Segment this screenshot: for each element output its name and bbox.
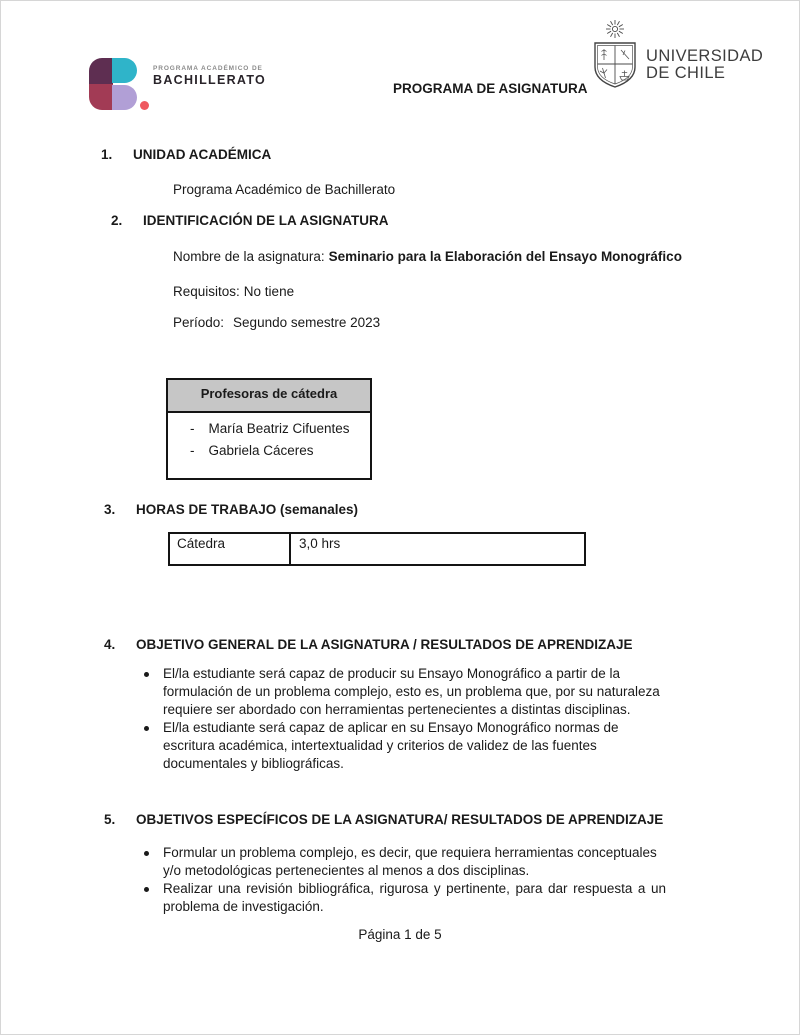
field-value: No tiene [243,284,295,299]
list-item [144,719,666,773]
hours-row-value: 3,0 hrs [299,536,341,551]
professor-name: María Beatriz Cifuentes [208,421,350,436]
section-1-number: 1. [101,147,113,162]
field-periodo [173,315,380,330]
field-nombre-asignatura [173,249,682,264]
bullet-icon [144,851,149,856]
field-requisitos [173,284,294,299]
list-item [144,844,666,880]
dash-marker: - [190,443,195,458]
logo-square-lavender [112,85,137,110]
section-4-number: 4. [104,637,116,652]
objetivo-general-bullets [144,665,666,773]
section-5-title: OBJETIVOS ESPECÍFICOS DE LA ASIGNATURA/ RESULTADOS DE APRENDIZAJE [136,812,664,827]
section-5-heading [104,812,663,827]
uchile-logo [591,17,763,91]
section-1-title: UNIDAD ACADÉMICA [133,147,272,162]
bullet-text: El/la estudiante será capaz de producir su Ensayo Monográfico a partir de la formulación de un problema complejo, esto es, un problema que, por su naturaleza requiere ser abordado con herramientas pertenecientes a distintas disciplinas. [163,666,660,717]
logo-square-crimson [89,84,113,110]
uchile-crest-icon [591,17,641,91]
section-2-title: IDENTIFICACIÓN DE LA ASIGNATURA [143,213,389,228]
field-label: Período: [173,315,225,330]
bachillerato-logo-text [153,65,266,87]
section-4-title: OBJETIVO GENERAL DE LA ASIGNATURA / RESULTADOS DE APRENDIZAJE [136,637,633,652]
table-row [168,440,370,462]
bullet-text: Formular un problema complejo, es decir, que requiera herramientas conceptuales y/o metodológicas pertenecientes al menos a dos disciplinas. [163,845,657,878]
section-2-heading [111,213,389,228]
uchile-wordmark-line2: DE CHILE [646,64,726,83]
table-row [168,418,370,440]
bullet-text: Realizar una revisión bibliográfica, rigurosa y pertinente, para dar respuesta a un problema de investigación. [163,881,666,914]
bachillerato-logo-small-label: PROGRAMA ACADÉMICO DE [153,65,263,72]
section-3-number: 3. [104,502,116,517]
bachillerato-logo-name: BACHILLERATO [153,73,267,87]
hours-row-label: Cátedra [170,534,291,564]
document-title: PROGRAMA DE ASIGNATURA [393,81,588,96]
section-1-heading [101,147,271,162]
professor-name: Gabriela Cáceres [208,443,314,458]
section-4-heading [104,637,633,652]
bullet-icon [144,726,149,731]
list-item [144,665,666,719]
bullet-icon [144,887,149,892]
logo-square-purple [89,58,113,84]
bachillerato-b-icon [89,58,151,110]
section-2-number: 2. [111,213,123,228]
profesoras-table-body [168,413,370,478]
logo-square-teal [112,58,137,83]
logo-dot-red [140,101,149,110]
section-3-heading [104,502,358,517]
section-5-number: 5. [104,812,116,827]
bullet-text: El/la estudiante será capaz de aplicar en su Ensayo Monográfico normas de escritura académica, intertextualidad y criterios de validez de las fuentes documentales y bibliográficas. [163,720,619,771]
uchile-wordmark [646,48,763,91]
dash-marker: - [190,421,195,436]
unidad-academica-body: Programa Académico de Bachillerato [173,182,396,197]
field-label: Requisitos: [173,284,240,299]
bullet-icon [144,672,149,677]
field-label: Nombre de la asignatura: [173,249,325,264]
field-value: Segundo semestre 2023 [233,315,381,330]
bachillerato-logo [89,58,266,110]
section-3-title: HORAS DE TRABAJO (semanales) [136,502,359,517]
page-number: Página 1 de 5 [358,927,442,942]
uchile-wordmark-line1: UNIVERSIDAD [646,47,764,65]
profesoras-table [166,378,372,480]
objetivos-especificos-bullets [144,844,666,916]
list-item [144,880,666,916]
horas-trabajo-table [168,532,586,566]
field-value: Seminario para la Elaboración del Ensayo Monográfico [328,249,682,264]
profesoras-table-header: Profesoras de cátedra [168,380,370,413]
